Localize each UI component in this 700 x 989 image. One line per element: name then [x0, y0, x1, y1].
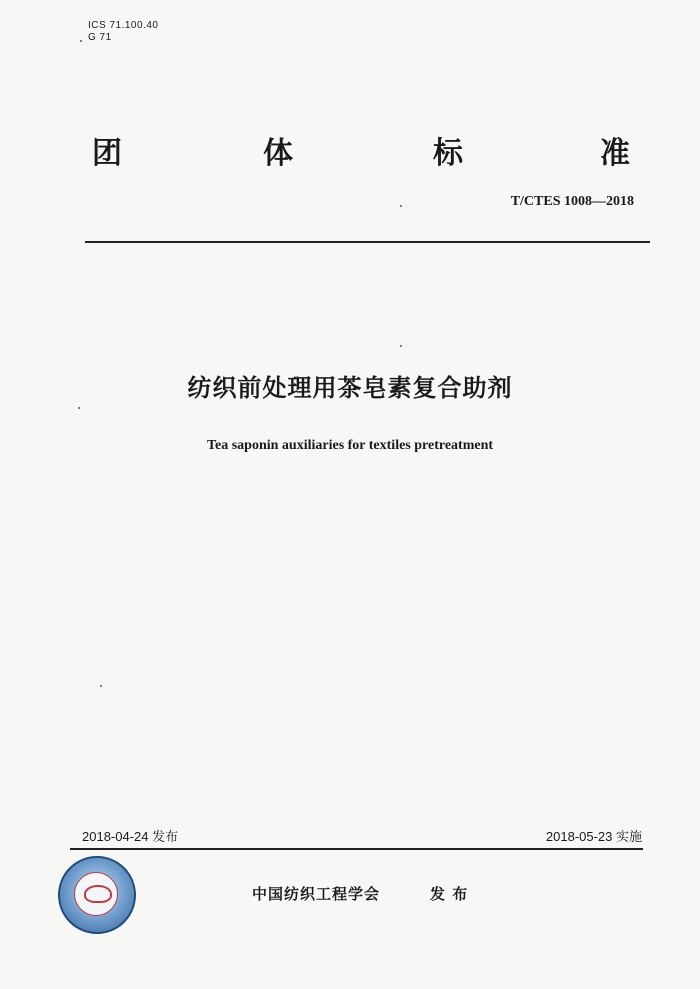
- standard-number: T/CTES 1008—2018: [510, 194, 634, 209]
- header-divider: [85, 241, 650, 243]
- scan-speck: [80, 40, 82, 42]
- footer-divider: [70, 848, 643, 850]
- classification-code: G 71: [88, 32, 112, 43]
- standard-type-char-4: 准: [600, 136, 630, 171]
- publisher-name: 中国纺织工程学会: [252, 885, 381, 903]
- ics-code: ICS 71.100.40: [88, 20, 159, 31]
- chinese-title: 纺织前处理用茶皂素复合助剂: [187, 374, 513, 402]
- standard-type-char-1: 团: [92, 136, 122, 171]
- seal-emblem-icon: [84, 885, 112, 903]
- implementation-date: 2018-05-23 实施: [545, 829, 642, 844]
- issue-date: 2018-04-24 发布: [82, 829, 179, 844]
- standard-type-char-2: 体: [263, 136, 293, 171]
- scan-speck: [400, 345, 402, 347]
- standard-type-char-3: 标: [433, 136, 463, 171]
- scan-speck: [78, 407, 80, 409]
- english-title: Tea saponin auxiliaries for textiles pretreatment: [206, 438, 494, 453]
- seal-center: [74, 872, 118, 916]
- scan-speck: [100, 685, 102, 687]
- publisher-action: 发 布: [430, 885, 469, 903]
- scan-speck: [400, 205, 402, 207]
- society-seal-icon: [58, 856, 136, 934]
